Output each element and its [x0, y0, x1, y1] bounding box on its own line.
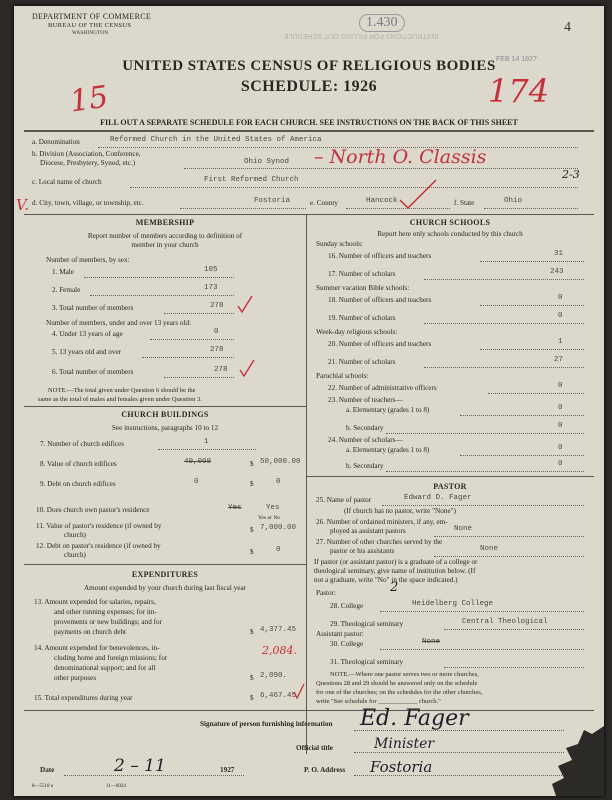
q21-rule: [424, 367, 584, 368]
check-mark-icon: [398, 178, 438, 212]
q29-value: Central Theological: [462, 618, 548, 626]
date-label: Date: [40, 766, 55, 774]
address-label: P. O. Address: [304, 766, 346, 774]
division-value: Ohio Synod: [244, 158, 290, 166]
schools-heading: CHURCH SCHOOLS: [409, 218, 491, 227]
membership-intro-2: member in your church: [131, 241, 199, 249]
division-rule: [184, 168, 578, 169]
q24-label: 24. Number of scholars—: [328, 436, 403, 444]
q14-red-value: 2,084.: [262, 644, 297, 657]
q29-label: 29. Theological seminary: [330, 620, 404, 628]
q16-value: 31: [554, 250, 564, 258]
q7-label: 7. Number of church edifices: [40, 440, 125, 448]
q22-label: 22. Number of administrative officers: [328, 384, 437, 392]
q18-value: 0: [558, 294, 563, 302]
q11-label: 11. Value of pastor's residence (if owned by: [36, 522, 162, 530]
q21-label: 21. Number of scholars: [328, 358, 396, 366]
q3-rule: [164, 313, 234, 314]
q3-value: 278: [210, 302, 224, 310]
q30-value: None: [422, 638, 441, 646]
archive-number: 1.430: [359, 14, 405, 32]
q7-value: 1: [204, 438, 209, 446]
q23b-value: 0: [558, 422, 563, 430]
q4-value: 0: [214, 328, 219, 336]
q15-label: 15. Total expenditures during year: [34, 694, 133, 702]
state-label: f. State: [454, 199, 475, 207]
schools-intro: Report here only schools conducted by this church: [377, 230, 523, 238]
q24a-label: a. Elementary (grades 1 to 8): [346, 446, 430, 454]
header-rule: [24, 130, 594, 132]
q17-label: 17. Number of scholars: [328, 270, 396, 278]
city-rule: [180, 208, 306, 209]
members-by-age-label: Number of members, under and over 13 years old:: [46, 319, 192, 327]
dollar-sign: $: [250, 674, 254, 682]
city-label: d. City, town, village, or township, etc.: [32, 199, 144, 207]
city-label: WASHINGTON: [72, 31, 109, 36]
q23a-label: a. Elementary (grades 1 to 8): [346, 406, 430, 414]
q30-rule: [380, 649, 584, 650]
q11-value: 7,000.00: [260, 524, 297, 532]
q25-hint: (If church has no pastor, write "None"): [344, 507, 456, 515]
year-label: 1927: [220, 766, 235, 774]
schools-rule: [306, 476, 594, 477]
q24b-value: 0: [558, 460, 563, 468]
buildings-heading: CHURCH BUILDINGS: [121, 410, 209, 419]
q9-label: 9. Debt on church edifices: [40, 480, 116, 488]
q26-label: 26. Number of ordained ministers, if any, em-: [316, 518, 448, 526]
division-margin-note: 2-3: [562, 168, 580, 181]
bureau-label: BUREAU OF THE CENSUS: [48, 22, 132, 29]
q12-value: 0: [276, 546, 281, 554]
church-name-rule: [130, 187, 578, 188]
q12-label: 12. Debt on pastor's residence (if owned by: [36, 542, 161, 550]
date-value: 2 – 11: [114, 756, 166, 776]
q31-label: 31. Theological seminary: [330, 658, 404, 666]
q25-value: Edward D. Fager: [404, 494, 472, 502]
q29-rule: [444, 629, 584, 630]
q1-rule: [84, 277, 234, 278]
q23-label: 23. Number of teachers—: [328, 396, 403, 404]
q21-value: 27: [554, 356, 564, 364]
q1-value: 105: [204, 266, 218, 274]
state-rule: [484, 208, 578, 209]
q26-value: None: [454, 525, 473, 533]
q14-line-1: 14. Amount expended for benevolences, in-: [34, 644, 160, 652]
q24a-value: 0: [558, 444, 563, 452]
q9-value: 0: [276, 478, 281, 486]
q8-value: 50,000.00: [260, 458, 301, 466]
q24a-rule: [460, 455, 584, 456]
q17-value: 243: [550, 268, 564, 276]
torn-edge: [514, 726, 604, 796]
pastor-note-4: write "See schedule for ____________ church.": [316, 698, 441, 705]
q14-line-3: denominational support; and for all: [54, 664, 156, 672]
q13-line-2: and other running expenses; for im-: [54, 608, 157, 616]
q14-line-2: cluding home and foreign missions; for: [54, 654, 168, 662]
official-title-value: Minister: [374, 736, 435, 752]
q5-value: 278: [210, 346, 224, 354]
signature-value: Ed. Fager: [360, 706, 469, 731]
q17-rule: [424, 279, 584, 280]
church-name-value: First Reformed Church: [204, 176, 299, 184]
address-value: Fostoria: [370, 758, 433, 776]
graduate-note-3: not a graduate, write "No" in the space indicated.): [314, 576, 458, 584]
q13-value: 4,377.45: [260, 626, 297, 634]
q13-line-4: payments on church debt: [54, 628, 127, 636]
q27-rule: [434, 556, 584, 557]
q12-label-2: church): [64, 551, 86, 559]
q25-rule: [382, 505, 584, 506]
red-number-right: 174: [488, 72, 550, 110]
division-red-note: – North O. Classis: [314, 146, 487, 168]
census-schedule-page: [14, 6, 604, 796]
city-value: Fostoria: [254, 197, 291, 205]
county-value: Hancock: [366, 197, 398, 205]
form-title: UNITED STATES CENSUS OF RELIGIOUS BODIES: [122, 58, 496, 74]
q23a-rule: [460, 415, 584, 416]
q14-line-4: other purposes: [54, 674, 97, 682]
check-mark-icon: [292, 682, 306, 700]
q23b-rule: [386, 433, 584, 434]
form-number: 8—5518 a: [32, 784, 53, 789]
q9-value-struck: 0: [194, 478, 199, 486]
q5-rule: [142, 357, 234, 358]
membership-rule: [24, 406, 306, 407]
q31-rule: [444, 667, 584, 668]
dollar-sign: $: [250, 480, 254, 488]
q16-rule: [480, 261, 584, 262]
q25-label: 25. Name of pastor: [316, 496, 372, 504]
expenditures-rule: [24, 710, 594, 711]
pastor-note-2: Questions 28 and 29 should be answered only on the schedule: [316, 680, 478, 687]
city-margin-mark: V.: [16, 196, 29, 214]
members-by-sex-label: Number of members, by sex:: [46, 256, 130, 264]
division-label-2: Diocese, Presbytery, Synod, etc.): [40, 159, 136, 167]
expenditures-intro: Amount expended by your church during last fiscal year: [83, 584, 247, 592]
pastor-note-3: for one of the churches; on the schedules for the other churches,: [316, 689, 483, 696]
pastor-note-1: NOTE.—Where one pastor serves two or more churches,: [330, 671, 479, 678]
denomination-label: a. Denomination: [32, 138, 80, 146]
q10-label: 10. Does church own pastor's residence: [36, 506, 150, 514]
q23a-value: 0: [558, 404, 563, 412]
pastor-subhead: Pastor:: [316, 589, 336, 597]
q20-label: 20. Number of officers and teachers: [328, 340, 432, 348]
membership-intro-1: Report number of members according to definition of: [87, 232, 243, 240]
q26-label-2: ployed as assistant pastors: [330, 527, 406, 535]
q2-value: 173: [204, 284, 218, 292]
division-label: b. Division (Association, Conference,: [32, 150, 141, 158]
summer-schools-label: Summer vacation Bible schools:: [316, 284, 410, 292]
dollar-sign: $: [250, 460, 254, 468]
q20-value: 1: [558, 338, 563, 346]
dollar-sign: $: [250, 548, 254, 556]
q19-label: 19. Number of scholars: [328, 314, 396, 322]
q24b-label: b. Secondary: [346, 462, 384, 470]
q26-rule: [434, 536, 584, 537]
q23b-label: b. Secondary: [346, 424, 384, 432]
q3-label: 3. Total number of members: [52, 304, 134, 312]
official-title-label: Official title: [296, 744, 333, 752]
q6-label: 6. Total number of members: [52, 368, 134, 376]
q10-value-struck: Yes: [228, 504, 242, 512]
expenditures-heading: EXPENDITURES: [131, 570, 199, 579]
pastor-heading: PASTOR: [433, 482, 467, 491]
q8-value-struck: 40,000: [184, 458, 212, 466]
q6-value: 278: [214, 366, 228, 374]
instruction-line: FILL OUT A SEPARATE SCHEDULE FOR EACH CHURCH. SEE INSTRUCTIONS ON THE BACK OF THIS SHEET: [100, 118, 518, 127]
identity-rule: [24, 214, 594, 215]
q13-line-1: 13. Amount expended for salaries, repairs,: [34, 598, 156, 606]
state-value: Ohio: [504, 197, 523, 205]
q28-value: Heidelberg College: [412, 600, 494, 608]
q20-rule: [480, 349, 584, 350]
q15-value: 6,467.45: [260, 692, 297, 700]
membership-note-1: NOTE.—The total given under Question 6 should be the: [48, 387, 196, 394]
church-name-label: c. Local name of church: [32, 178, 102, 186]
graduate-note-2: theological seminary, give name of institution below. (If: [314, 567, 476, 575]
assistant-pastor-subhead: Assistant pastor:: [316, 630, 364, 638]
q8-label: 8. Value of church edifices: [40, 460, 117, 468]
q13-line-3: provements or new buildings; and for: [54, 618, 162, 626]
schedule-title: SCHEDULE: 1926: [240, 78, 378, 95]
check-mark-icon: [238, 358, 256, 378]
q30-label: 30. College: [330, 640, 364, 648]
q18-label: 18. Number of officers and teachers: [328, 296, 432, 304]
q5-label: 5. 13 years old and over: [52, 348, 122, 356]
q4-rule: [150, 339, 234, 340]
sunday-schools-label: Sunday schools:: [316, 240, 363, 248]
dollar-sign: $: [250, 694, 254, 702]
graduate-note-1: If pastor (or assistant pastor) is a graduate of a college or: [314, 558, 478, 566]
q7-rule: [158, 449, 256, 450]
q28-label: 28. College: [330, 602, 364, 610]
denomination-value: Reformed Church in the United States of America: [110, 136, 322, 144]
q2-rule: [90, 295, 234, 296]
signature-label: Signature of person furnishing information: [200, 720, 333, 728]
print-number: 11—6024: [106, 784, 126, 789]
parochial-schools-label: Parochial schools:: [316, 372, 369, 380]
corner-mark: 4: [564, 20, 571, 35]
q28-rule: [380, 611, 584, 612]
dollar-sign: $: [250, 526, 254, 534]
membership-heading: MEMBERSHIP: [135, 218, 195, 227]
q22-value: 0: [558, 382, 563, 390]
county-label: e. County: [310, 199, 338, 207]
received-stamp: FEB 14 1927: [496, 56, 537, 63]
q19-value: 0: [558, 312, 563, 320]
q22-rule: [488, 393, 584, 394]
q2-label: 2. Female: [52, 286, 81, 294]
yes-no-hint: Yes or No: [258, 515, 281, 521]
check-mark-icon: [236, 294, 254, 314]
red-number-left: 15: [67, 79, 111, 120]
q1-label: 1. Male: [52, 268, 74, 276]
q10-value: Yes: [266, 504, 280, 512]
department-label: DEPARTMENT OF COMMERCE: [32, 12, 152, 21]
q27-label: 27. Number of other churches served by the: [316, 538, 443, 546]
bleedthrough-text: INSTRUCTIONS FOR FILLING OUT SCHEDULE: [284, 32, 439, 39]
q11-label-2: church): [64, 531, 86, 539]
q28-mark: 2: [390, 580, 399, 595]
membership-note-2: same as the total of males and females given under Question 3.: [38, 396, 202, 403]
q14-value: 2,090.: [260, 672, 288, 680]
q19-rule: [424, 323, 584, 324]
q24b-rule: [386, 471, 584, 472]
q27-value: None: [480, 545, 499, 553]
q6-rule: [164, 377, 234, 378]
q16-label: 16. Number of officers and teachers: [328, 252, 432, 260]
buildings-rule: [24, 564, 306, 565]
q27-label-2: pastor or his assistants: [330, 547, 395, 555]
weekday-schools-label: Week-day religious schools:: [316, 328, 398, 336]
buildings-intro: See instructions, paragraphs 10 to 12: [111, 424, 219, 432]
q18-rule: [480, 305, 584, 306]
q4-label: 4. Under 13 years of age: [52, 330, 123, 338]
dollar-sign: $: [250, 628, 254, 636]
